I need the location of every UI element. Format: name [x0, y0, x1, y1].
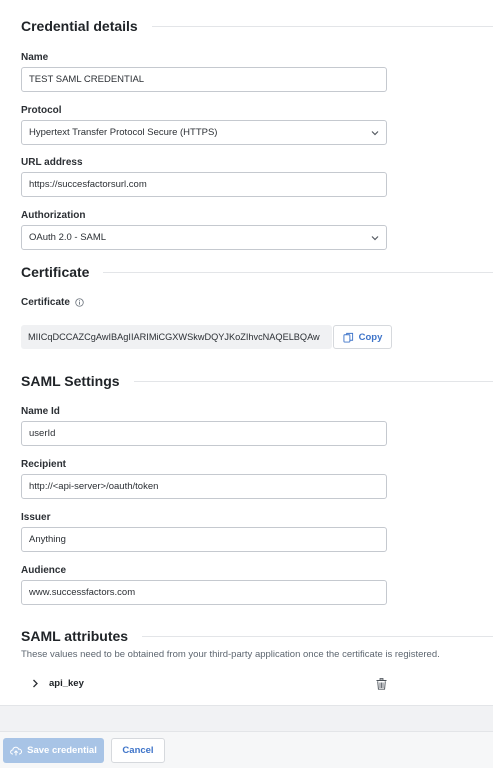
name-id-value: userId	[29, 428, 56, 439]
saml-attribute-row[interactable]	[21, 674, 393, 692]
recipient-input[interactable]	[21, 474, 387, 499]
chevron-down-icon	[370, 233, 379, 242]
section-title: SAML Settings	[21, 373, 120, 389]
saml-attribute-name: api_key	[49, 677, 84, 689]
recipient-value: http://<api-server>/oauth/token	[29, 481, 159, 492]
section-divider	[103, 272, 493, 273]
copy-button[interactable]	[333, 325, 392, 349]
chevron-right-icon[interactable]	[29, 677, 41, 689]
recipient-label: Recipient	[21, 459, 67, 470]
name-value: TEST SAML CREDENTIAL	[29, 74, 145, 85]
info-icon[interactable]	[75, 298, 84, 307]
url-input[interactable]	[21, 172, 387, 197]
section-divider	[142, 636, 493, 637]
chevron-down-icon	[370, 128, 379, 137]
audience-value: www.successfactors.com	[29, 587, 136, 598]
section-title: Credential details	[21, 18, 138, 34]
section-certificate	[21, 264, 493, 280]
section-saml-settings	[21, 373, 493, 389]
authorization-select[interactable]	[21, 225, 387, 250]
authorization-label: Authorization	[21, 210, 86, 221]
certificate-label: Certificate	[21, 297, 70, 308]
audience-label: Audience	[21, 565, 67, 576]
name-label: Name	[21, 52, 49, 63]
upload-cloud-icon	[10, 746, 22, 756]
cancel-label: Cancel	[122, 745, 154, 756]
issuer-input[interactable]	[21, 527, 387, 552]
section-divider	[134, 381, 493, 382]
save-credential-label: Save credential	[27, 745, 97, 756]
url-value: https://succesfactorsurl.com	[29, 179, 147, 190]
section-saml-attributes	[21, 628, 493, 644]
section-title: SAML attributes	[21, 628, 129, 644]
name-id-input[interactable]	[21, 421, 387, 446]
section-title: Certificate	[21, 264, 90, 280]
name-id-label: Name Id	[21, 406, 60, 417]
saml-attributes-help-text: These values need to be obtained from your third-party application once the certificate is registered.	[21, 649, 440, 660]
certificate-value: MIICqDCCAZCgAwIBAgIIARIMiCGXWSkwDQYJKoZIhvcNAQELBQAw	[21, 325, 332, 349]
protocol-value: Hypertext Transfer Protocol Secure (HTTPS)	[29, 127, 218, 138]
trash-icon[interactable]	[376, 677, 387, 689]
protocol-label: Protocol	[21, 105, 62, 116]
protocol-select[interactable]	[21, 120, 387, 145]
name-input[interactable]	[21, 67, 387, 92]
issuer-value: Anything	[29, 534, 66, 545]
authorization-value: OAuth 2.0 - SAML	[29, 232, 107, 243]
section-divider	[152, 26, 493, 27]
url-label: URL address	[21, 157, 83, 168]
save-credential-button[interactable]	[3, 738, 104, 763]
issuer-label: Issuer	[21, 512, 51, 523]
certificate-label-row	[21, 297, 84, 308]
section-credential-details	[21, 18, 493, 34]
copy-label: Copy	[358, 331, 383, 343]
copy-icon	[343, 332, 354, 343]
audience-input[interactable]	[21, 580, 387, 605]
cancel-button[interactable]	[111, 738, 165, 763]
